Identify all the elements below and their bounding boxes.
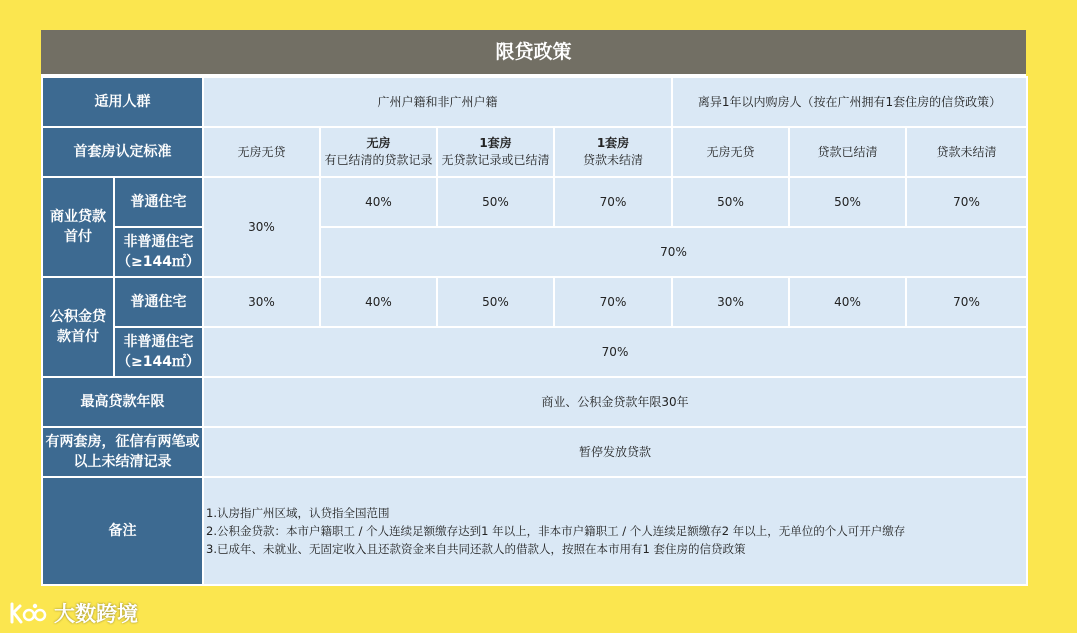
cell-first-home-c4-sub: 贷款未结清 (583, 153, 644, 167)
watermark-text: 大数跨境 (54, 602, 138, 626)
watermark-logo (8, 599, 138, 627)
cell-first-home-c6: 贷款已结清 (789, 127, 906, 177)
cell-commercial-ordinary: 50% (437, 177, 554, 227)
table-row (42, 277, 1027, 327)
row-label-two-homes: 有两套房，征信有两笔或以上未结清记录 (42, 427, 203, 477)
table-row (42, 477, 1027, 585)
cell-provident-nonordinary: 70% (203, 327, 1027, 377)
table-row (42, 327, 1027, 377)
table-row (42, 427, 1027, 477)
cell-provident-ordinary: 50% (437, 277, 554, 327)
note-line-1: 1.认房指广州区域，认贷指全国范围 (206, 506, 390, 520)
label-commercial-ordinary: 普通住宅 (114, 177, 203, 227)
policy-table-container (41, 30, 1026, 586)
cell-provident-ordinary: 30% (203, 277, 320, 327)
label-provident-nonordinary: 非普通住宅（≥144㎡） (114, 327, 203, 377)
cell-first-home-c2-bold: 无房 (366, 136, 391, 150)
cell-two-homes: 暂停发放贷款 (203, 427, 1027, 477)
group-label-provident: 公积金贷款首付 (42, 277, 114, 377)
cell-provident-ordinary: 70% (554, 277, 672, 327)
loan-policy-table (41, 76, 1028, 586)
cell-notes (203, 477, 1027, 585)
cell-first-home-c2-sub: 有已结清的贷款记录 (324, 153, 433, 167)
cell-provident-ordinary: 40% (789, 277, 906, 327)
cell-first-home-c3 (437, 127, 554, 177)
cell-first-home-c2 (320, 127, 437, 177)
cell-commercial-ordinary: 50% (789, 177, 906, 227)
cell-commercial-ordinary: 70% (906, 177, 1027, 227)
cell-provident-ordinary: 30% (672, 277, 789, 327)
cell-first-home-c3-sub: 无贷款记录或已结清 (441, 153, 550, 167)
note-line-2: 2.公积金贷款：本市户籍职工 / 个人连续足额缴存达到1 年以上，非本市户籍职工 / 个人连续足额缴存2 年以上，无单位的个人可开户缴存 (206, 524, 906, 538)
brand-mark-icon (8, 601, 50, 625)
table-title: 限贷政策 (41, 30, 1026, 76)
row-label-notes: 备注 (42, 477, 203, 585)
cell-first-home-c4 (554, 127, 672, 177)
table-row (42, 227, 1027, 277)
cell-first-home-c5: 无房无贷 (672, 127, 789, 177)
cell-commercial-ordinary: 50% (672, 177, 789, 227)
cell-divorced-buyers: 离异1年以内购房人（按在广州拥有1套住房的信贷政策） (672, 77, 1027, 127)
cell-first-home-c7: 贷款未结清 (906, 127, 1027, 177)
table-row (42, 377, 1027, 427)
label-commercial-nonordinary: 非普通住宅（≥144㎡） (114, 227, 203, 277)
cell-provident-ordinary: 70% (906, 277, 1027, 327)
label-provident-ordinary: 普通住宅 (114, 277, 203, 327)
cell-local-residents: 广州户籍和非广州户籍 (203, 77, 672, 127)
cell-commercial-ordinary: 70% (554, 177, 672, 227)
cell-commercial-nonordinary: 70% (320, 227, 1027, 277)
table-row (42, 77, 1027, 127)
cell-max-term: 商业、公积金贷款年限30年 (203, 377, 1027, 427)
cell-first-home-c1: 无房无贷 (203, 127, 320, 177)
row-label-applicable: 适用人群 (42, 77, 203, 127)
table-row (42, 177, 1027, 227)
cell-commercial-ordinary: 40% (320, 177, 437, 227)
cell-commercial-shared-first: 30% (203, 177, 320, 277)
row-label-first-home: 首套房认定标准 (42, 127, 203, 177)
cell-first-home-c3-bold: 1套房 (479, 136, 512, 150)
table-row (42, 127, 1027, 177)
cell-provident-ordinary: 40% (320, 277, 437, 327)
group-label-commercial: 商业贷款首付 (42, 177, 114, 277)
cell-first-home-c4-bold: 1套房 (596, 136, 630, 150)
note-line-3: 3.已成年、未就业、无固定收入且还款资金来自共同还款人的借款人，按照在本市用有1 套住房的信贷政策 (206, 542, 746, 556)
row-label-max-term: 最高贷款年限 (42, 377, 203, 427)
